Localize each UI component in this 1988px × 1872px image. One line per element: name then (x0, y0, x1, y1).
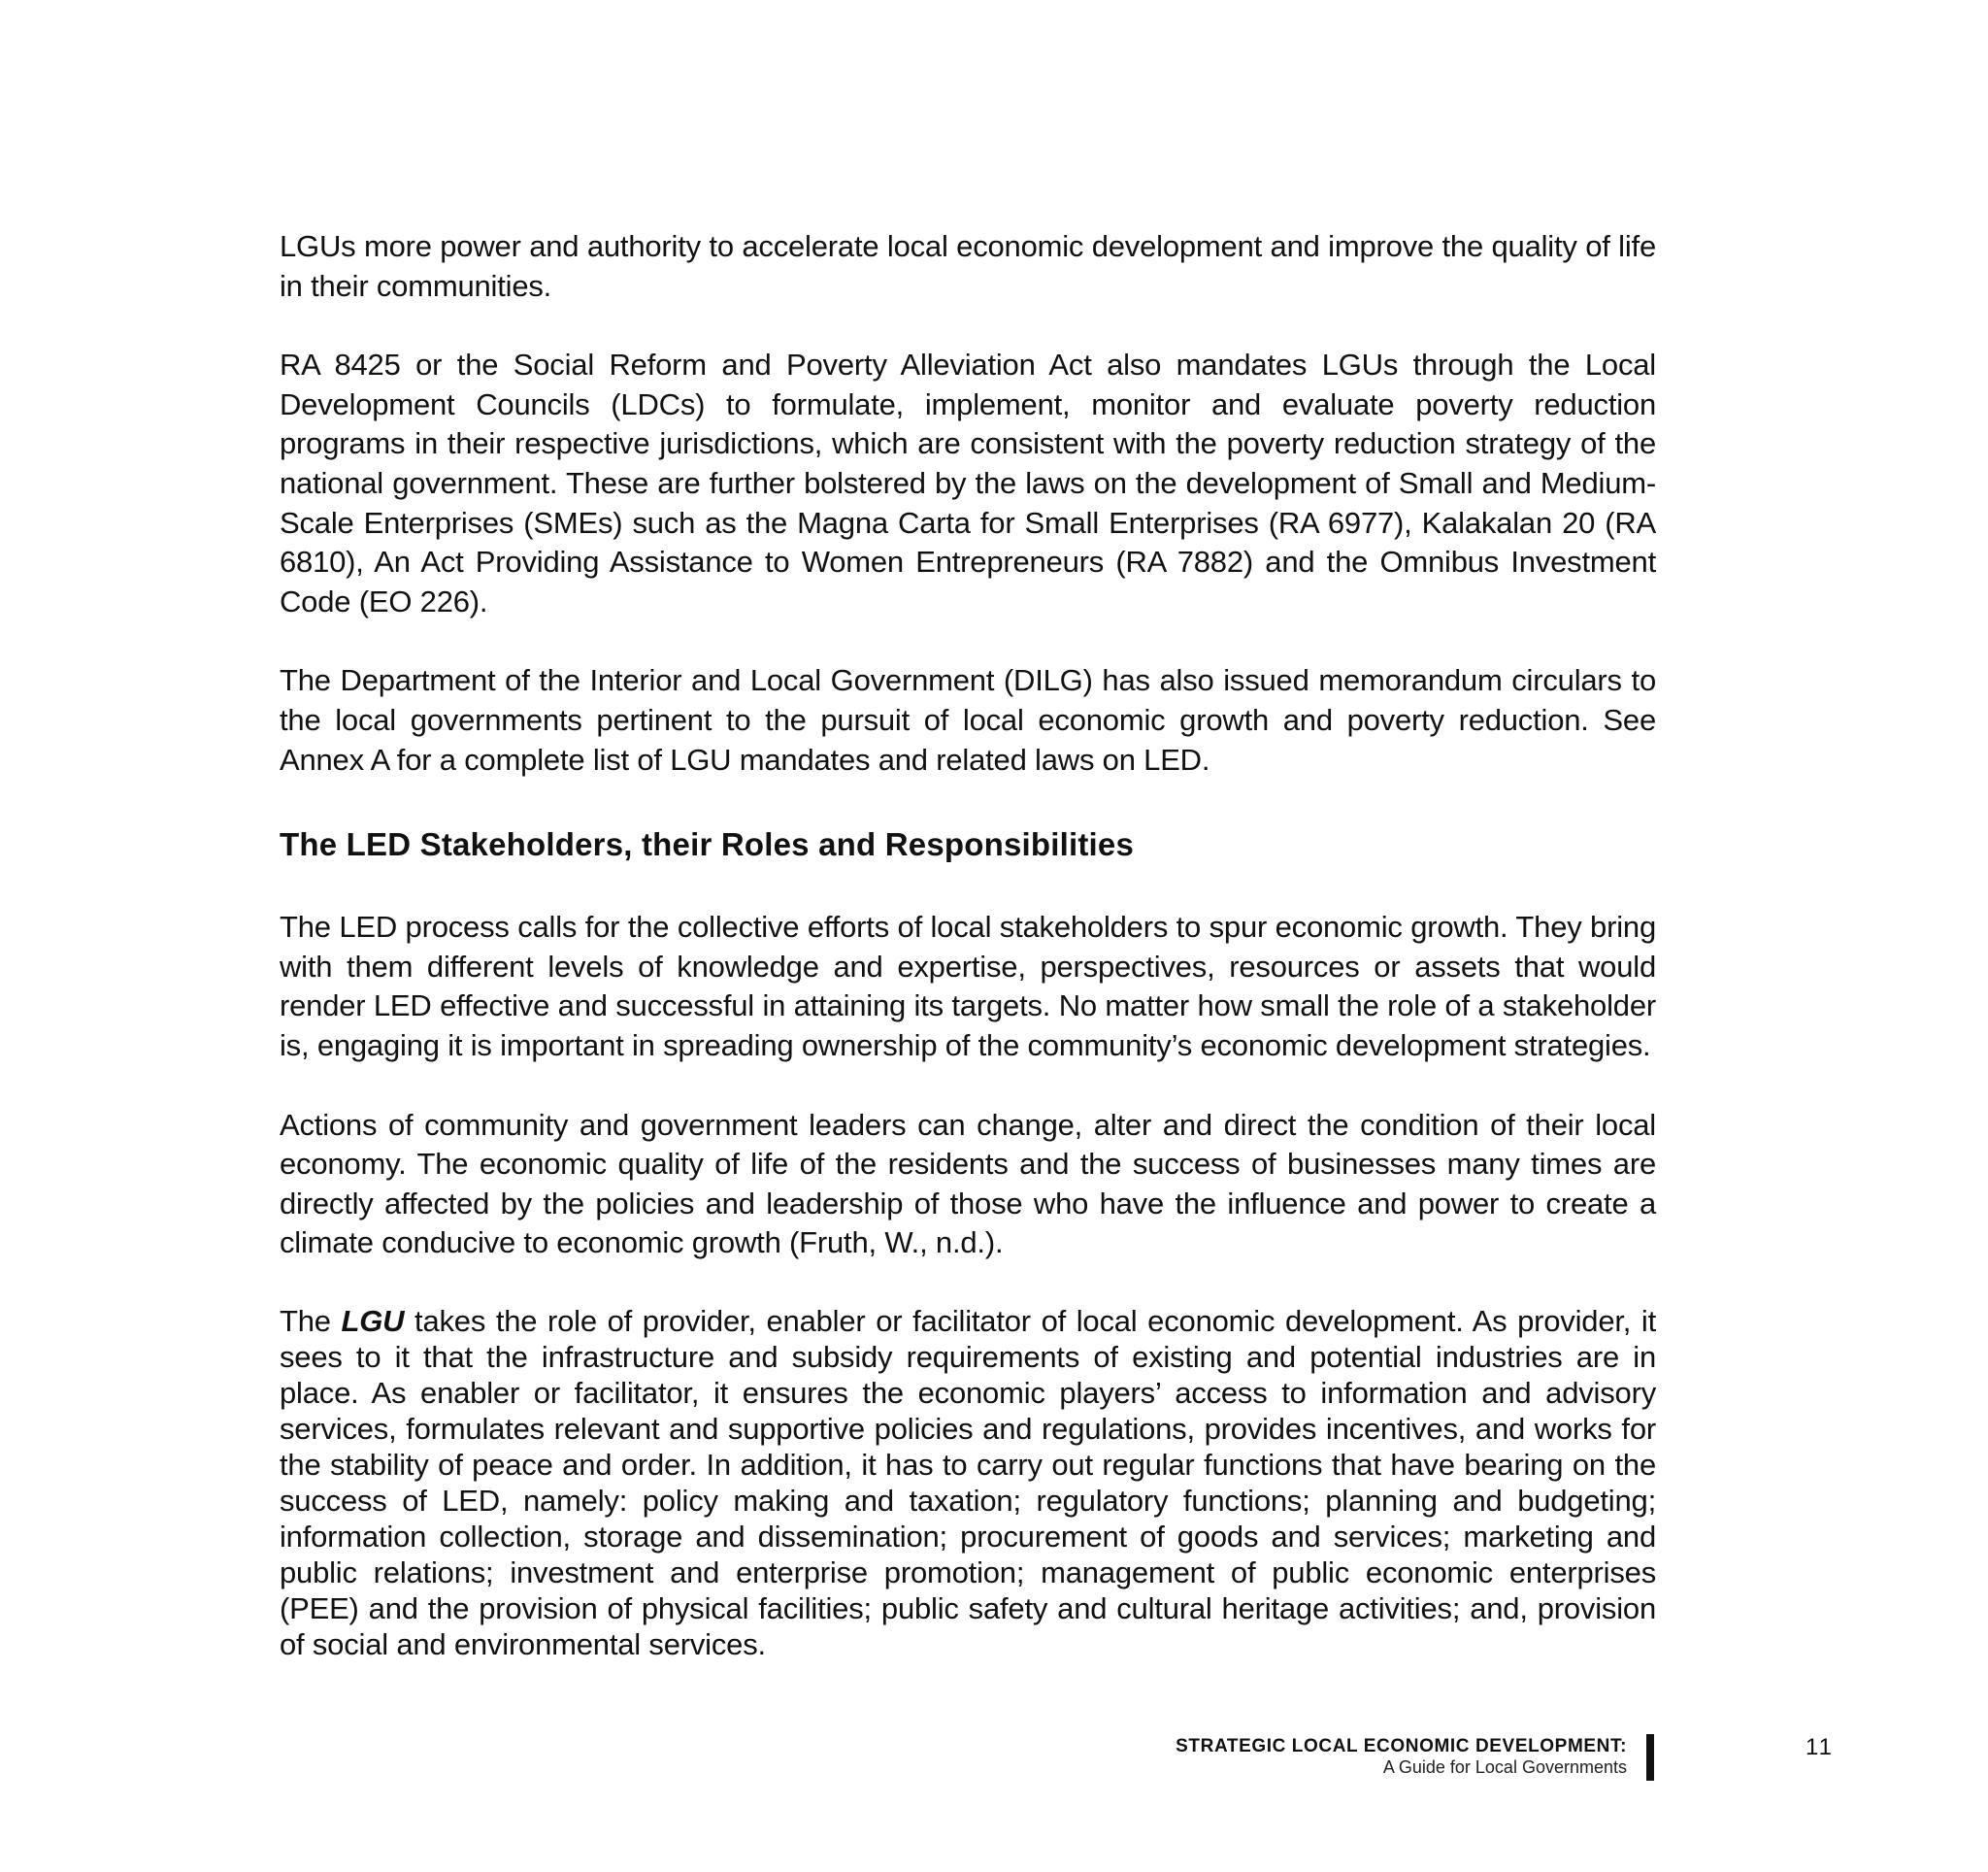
section-heading: The LED Stakeholders, their Roles and Responsibilities (280, 826, 1134, 863)
footer-title: STRATEGIC LOCAL ECONOMIC DEVELOPMENT: (1176, 1736, 1627, 1756)
page-number: 11 (1806, 1734, 1834, 1760)
paragraph-community-leaders: Actions of community and government leaders can change, alter and direct the condition of their local economy. The economic quality of life of the residents and the success of businesses many times are directly affected by the policies and leadership of those who have the influence and power to create a climate conducive to economic growth (Fruth, W., n.d.). (280, 1107, 1656, 1260)
paragraph-lgu-role (280, 1303, 1656, 1662)
page-body (280, 227, 1656, 1662)
lgu-emphasis: LGU (341, 1303, 405, 1338)
footer-subtitle: A Guide for Local Governments (1382, 1757, 1627, 1777)
paragraph-lgu-power: LGUs more power and authority to accelerate local economic development and improve the quality of life in their communities. (280, 229, 1656, 303)
lgu-role-text: takes the role of provider, enabler or facilitator of local economic development. As provider, it sees to it that the infrastructure and subsidy requirements of existing and potential industries are in place. As enabler or facilitator, it ensures the economic players’ access to information and advisory services, formulates relevant and supportive policies and regulations, provides incentives, and works for the stability of peace and order. In addition, it has to carry out regular functions that have bearing on the success of LED, namely: policy making and taxation; regulatory functions; planning and budgeting; information collection, storage and dissemination; procurement of goods and services; marketing and public relations; investment and enterprise promotion; management of public economic enterprises (PEE) and the provision of physical facilities; public safety and cultural heritage activities; and, provision of social and environmental services. (280, 1303, 1656, 1661)
paragraph-led-process: The LED process calls for the collective efforts of local stakeholders to spur economic growth. They bring with them different levels of knowledge and expertise, perspectives, resources or assets that would render LED effective and successful in attaining its targets. No matter how small the role of a stakeholder is, engaging it is important in spreading ownership of the community’s economic development strategies. (280, 910, 1656, 1062)
running-footer (1176, 1736, 1627, 1777)
paragraph-ra-8425: RA 8425 or the Social Reform and Poverty Alleviation Act also mandates LGUs through the Local Development Councils (LDCs) to formulate, implement, monitor and evaluate poverty reduction programs in their respective jurisdictions, which are consistent with the poverty reduction strategy of the national government. These are further bolstered by the laws on the development of Small and Medium-Scale Enterprises (SMEs) such as the Magna Carta for Small Enterprises (RA 6977), Kalakalan 20 (RA 6810), An Act Providing Assistance to Women Entrepreneurs (RA 7882) and the Omnibus Investment Code (EO 226). (280, 348, 1656, 618)
paragraph-dilg-circulars: The Department of the Interior and Local Government (DILG) has also issued memorandum circulars to the local governments pertinent to the pursuit of local economic growth and poverty reduction. See Annex A for a complete list of LGU mandates and related laws on LED. (280, 663, 1656, 777)
lgu-role-prefix: The (280, 1303, 342, 1338)
footer-divider (1646, 1734, 1654, 1781)
